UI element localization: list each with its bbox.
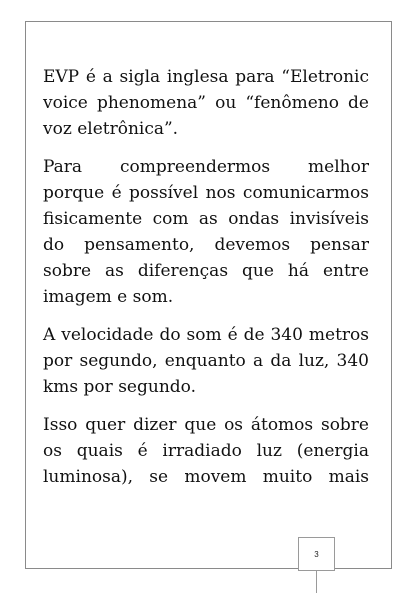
text-line: voice phenomena” ou “fenômeno de xyxy=(43,93,369,113)
text-line: Para compreendermos melhor xyxy=(43,157,369,177)
text-line: luminosa), se movem muito mais xyxy=(43,467,369,487)
text-line: fisicamente com as ondas invisíveis xyxy=(43,209,369,229)
page-content xyxy=(43,64,369,502)
page-number-connector xyxy=(316,571,317,593)
text-line: por segundo, enquanto a da luz, 340 xyxy=(43,351,369,371)
text-line: imagem e som. xyxy=(43,287,174,307)
paragraph-image-and-sound xyxy=(43,154,369,310)
text-line: voz eletrônica”. xyxy=(43,119,179,139)
text-line: porque é possível nos comunicarmos xyxy=(43,183,369,203)
text-line: A velocidade do som é de 340 metros xyxy=(43,325,369,345)
paragraph-speed-of-sound xyxy=(43,322,369,400)
paragraph-atoms xyxy=(43,412,369,490)
text-line: kms por segundo. xyxy=(43,377,196,397)
paragraph-evp-definition xyxy=(43,64,369,142)
text-line: Isso quer dizer que os átomos sobre xyxy=(43,415,369,435)
text-line: os quais é irradiado luz (energia xyxy=(43,441,369,461)
text-line: EVP é a sigla inglesa para “Eletronic xyxy=(43,67,369,87)
page-number: 3 xyxy=(314,549,319,559)
page-number-box xyxy=(298,537,335,571)
text-line: sobre as diferenças que há entre xyxy=(43,261,369,281)
text-line: do pensamento, devemos pensar xyxy=(43,235,369,255)
